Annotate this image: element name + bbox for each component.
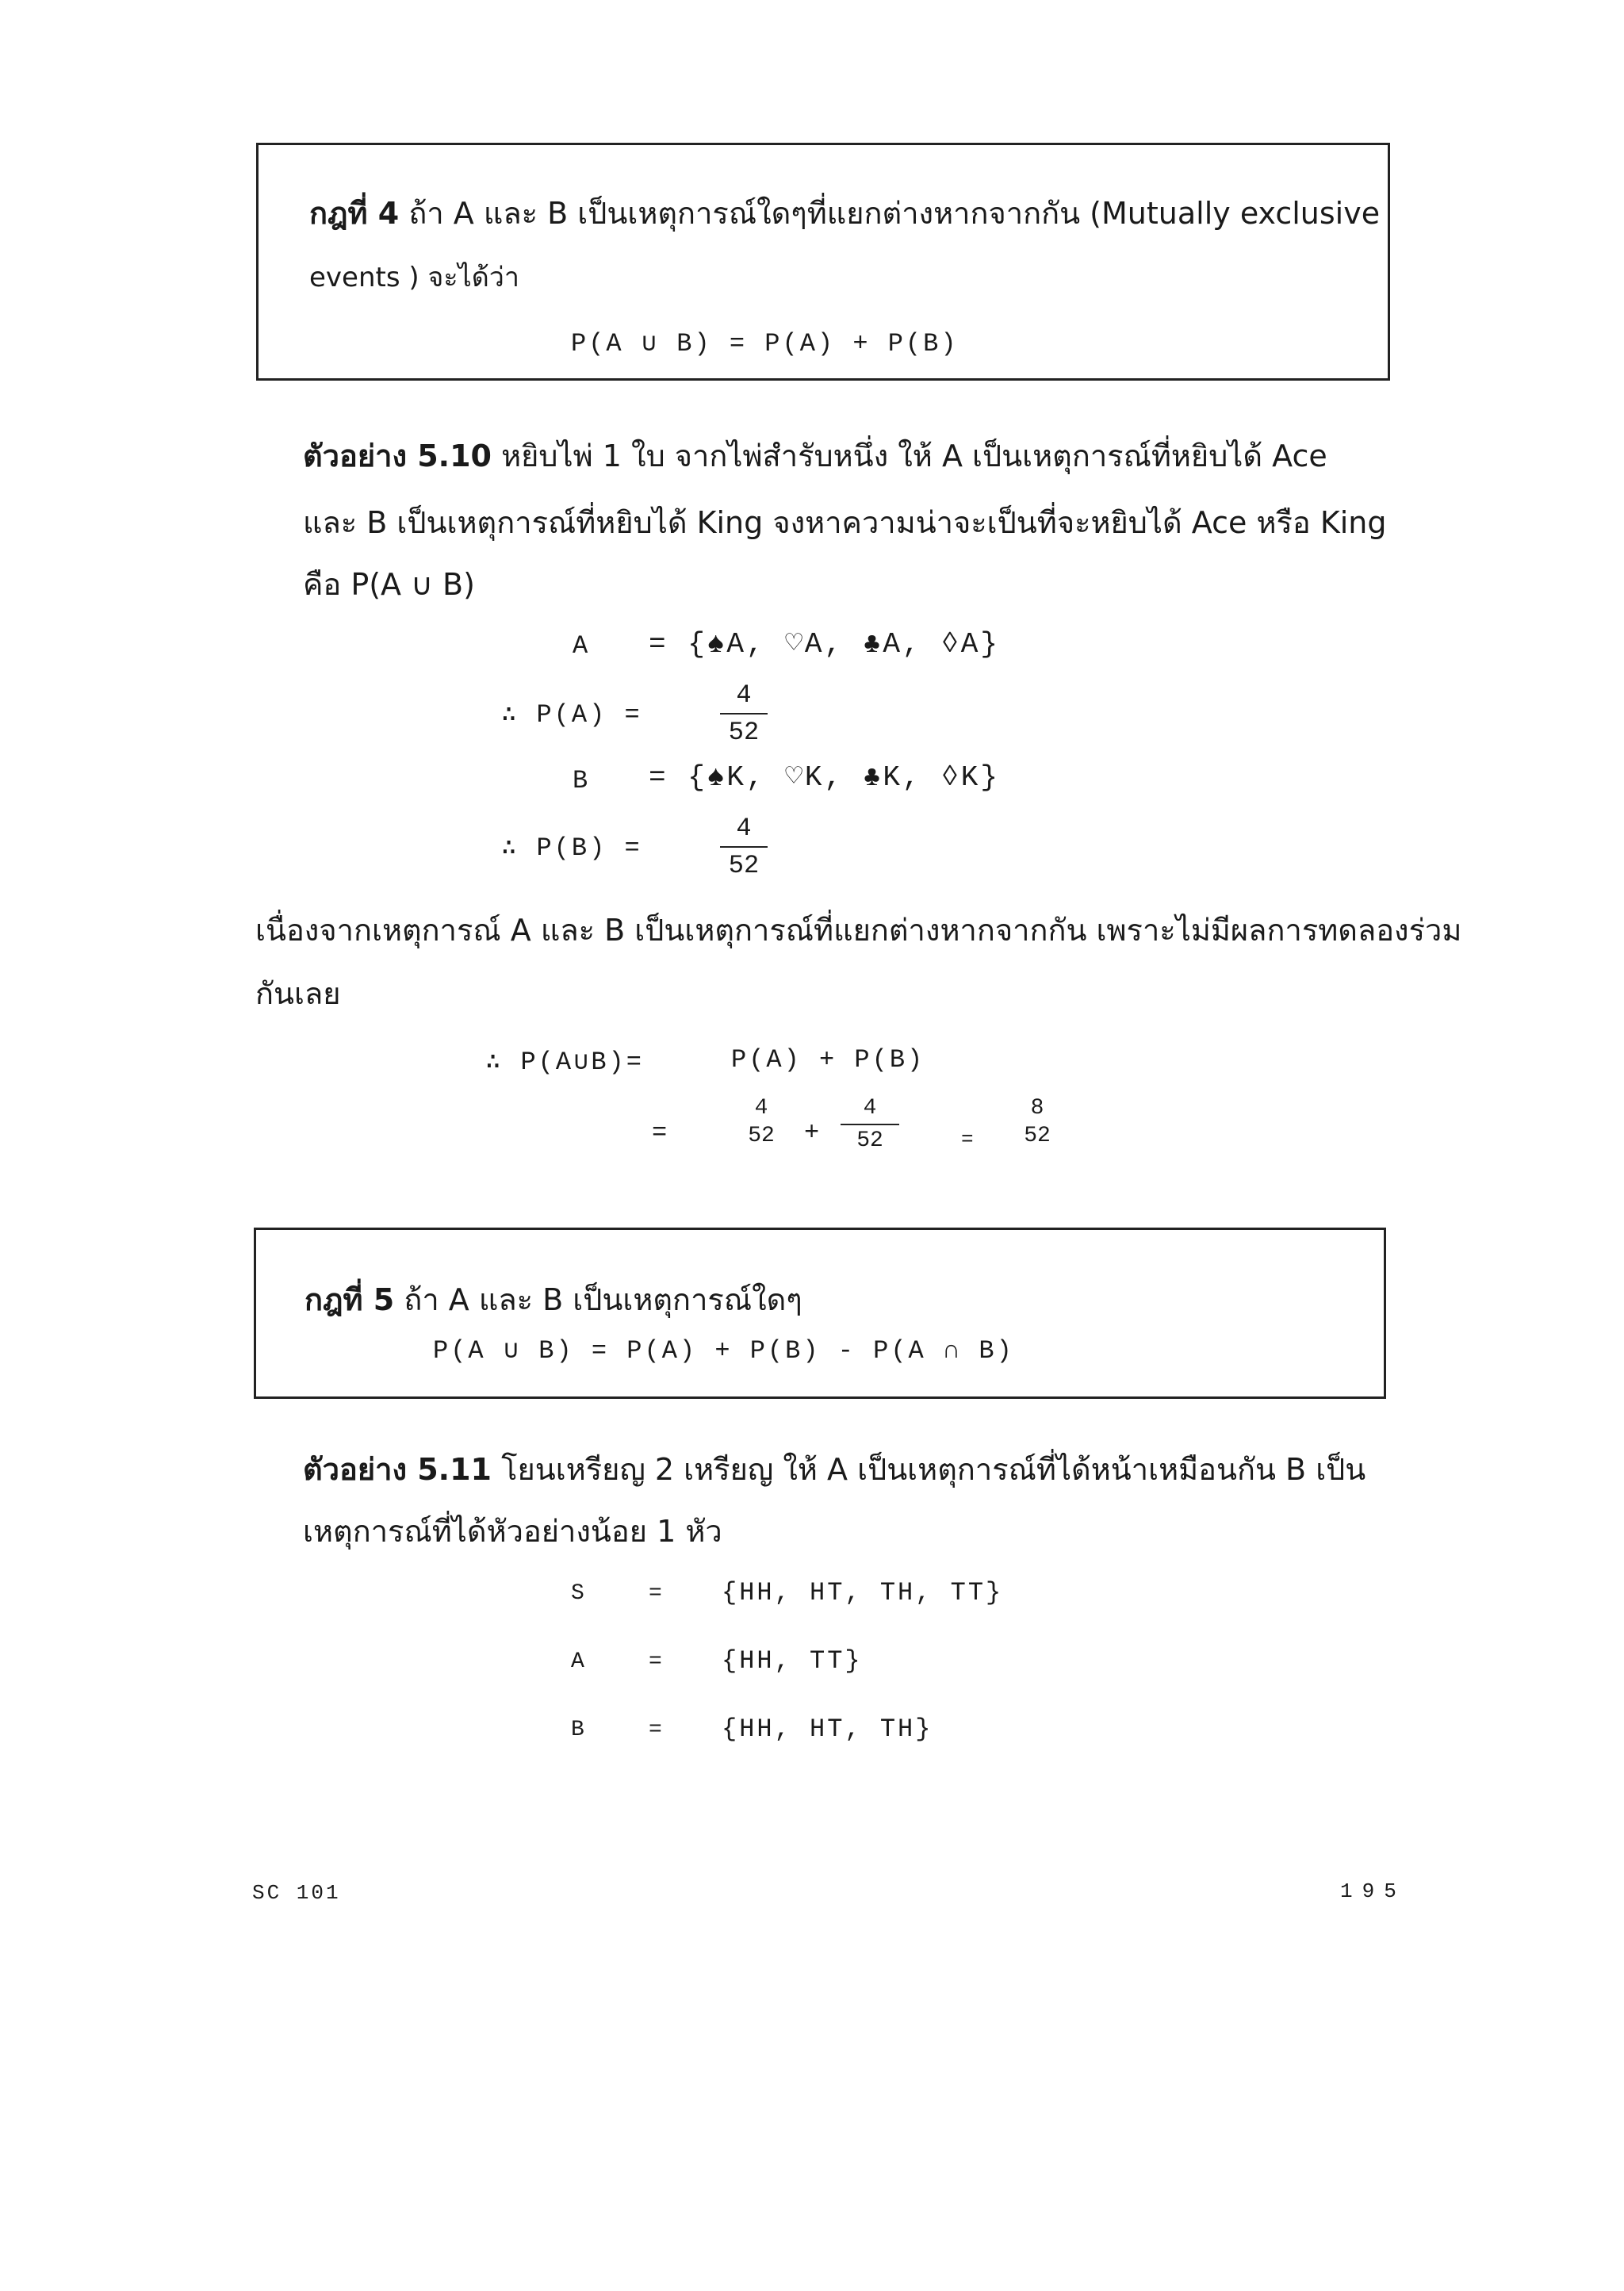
result-den: 52 xyxy=(1024,1124,1051,1148)
pA-fraction xyxy=(720,680,768,747)
term1-den: 52 xyxy=(748,1124,775,1148)
footer-page-number: 195 xyxy=(1340,1879,1406,1903)
pB-den: 52 xyxy=(728,851,760,880)
setB-rhs: = {♠K, ♡K, ♣K, ◊K} xyxy=(649,761,1000,794)
term2-fraction xyxy=(841,1096,899,1153)
example510-para2: กันเลย xyxy=(255,976,341,1011)
example511-label: ตัวอย่าง 5.11 xyxy=(303,1452,492,1487)
rule4-label: กฎที่ 4 xyxy=(309,196,400,231)
example510-line2: และ B เป็นเหตุการณ์ที่หยิบได้ King จงหาความน่าจะเป็นที่จะหยิบได้ Ace หรือ King xyxy=(303,505,1387,540)
term2-bar xyxy=(841,1124,899,1125)
S-lhs: S xyxy=(571,1581,587,1606)
rule4-formula: P(A ∪ B) = P(A) + P(B) xyxy=(571,329,959,358)
result-eq2: = xyxy=(961,1128,976,1151)
term2-den: 52 xyxy=(856,1128,883,1153)
rule4-line1 xyxy=(309,189,1380,237)
pB-fraction xyxy=(720,814,768,880)
footer-course: SC 101 xyxy=(252,1881,341,1905)
setB-lhs: B xyxy=(573,766,591,795)
example510-line3: คือ P(A ∪ B) xyxy=(303,567,475,602)
A-rhs: {HH, TT} xyxy=(722,1646,863,1676)
rule5-formula: P(A ∪ B) = P(A) + P(B) - P(A ∩ B) xyxy=(433,1336,1014,1366)
result-lhs: ∴ P(A∪B)= xyxy=(485,1048,644,1077)
term1-num: 4 xyxy=(754,1096,768,1121)
example510-line1 xyxy=(303,431,1327,480)
example511-line1 xyxy=(303,1445,1365,1493)
term1-fraction xyxy=(737,1096,785,1148)
pB-num: 4 xyxy=(736,814,752,843)
A-lhs: A xyxy=(571,1649,587,1674)
result-num: 8 xyxy=(1030,1096,1044,1121)
rule5-text: ถ้า A และ B เป็นเหตุการณ์ใดๆ xyxy=(404,1282,802,1317)
S-eq: = xyxy=(649,1581,665,1606)
rule5-label: กฎที่ 5 xyxy=(304,1282,395,1317)
example511-line1-text: โยนเหรียญ 2 เหรียญ ให้ A เป็นเหตุการณ์ที่ได้หน้าเหมือนกัน B เป็น xyxy=(501,1452,1366,1487)
pA-bar xyxy=(720,713,768,715)
rule4-text-b: events ) จะได้ว่า xyxy=(309,262,519,293)
example511-line2: เหตุการณ์ที่ได้หัวอย่างน้อย 1 หัว xyxy=(303,1514,722,1549)
rule5-line1 xyxy=(304,1275,802,1324)
S-rhs: {HH, HT, TH, TT} xyxy=(722,1578,1004,1607)
plus-sign: + xyxy=(804,1118,822,1147)
pA-lhs: ∴ P(A) = xyxy=(501,700,642,730)
setA-rhs: = {♠A, ♡A, ♣A, ◊A} xyxy=(649,628,1000,661)
term2-num: 4 xyxy=(863,1096,877,1121)
pA-den: 52 xyxy=(728,718,760,747)
example510-para1: เนื่องจากเหตุการณ์ A และ B เป็นเหตุการณ์ที่แยกต่างหากจากกัน เพราะไม่มีผลการทดลองร่วม xyxy=(255,913,1462,948)
pA-num: 4 xyxy=(736,680,752,710)
result-rhs: P(A) + P(B) xyxy=(731,1045,925,1075)
pB-bar xyxy=(720,846,768,848)
B-rhs: {HH, HT, TH} xyxy=(722,1714,933,1744)
result-fraction xyxy=(1013,1096,1061,1148)
result-eq: = xyxy=(652,1118,670,1147)
setA-lhs: A xyxy=(573,631,591,661)
B-eq: = xyxy=(649,1718,665,1742)
example510-line1-text: หยิบไพ่ 1 ใบ จากไพ่สำรับหนึ่ง ให้ A เป็นเหตุการณ์ที่หยิบได้ Ace xyxy=(501,439,1327,473)
rule4-text-a: ถ้า A และ B เป็นเหตุการณ์ใดๆที่แยกต่างหากจากกัน (Mutually exclusive xyxy=(408,196,1381,231)
B-lhs: B xyxy=(571,1718,587,1742)
pB-lhs: ∴ P(B) = xyxy=(501,833,642,863)
A-eq: = xyxy=(649,1649,665,1674)
example510-label: ตัวอย่าง 5.10 xyxy=(303,439,492,473)
